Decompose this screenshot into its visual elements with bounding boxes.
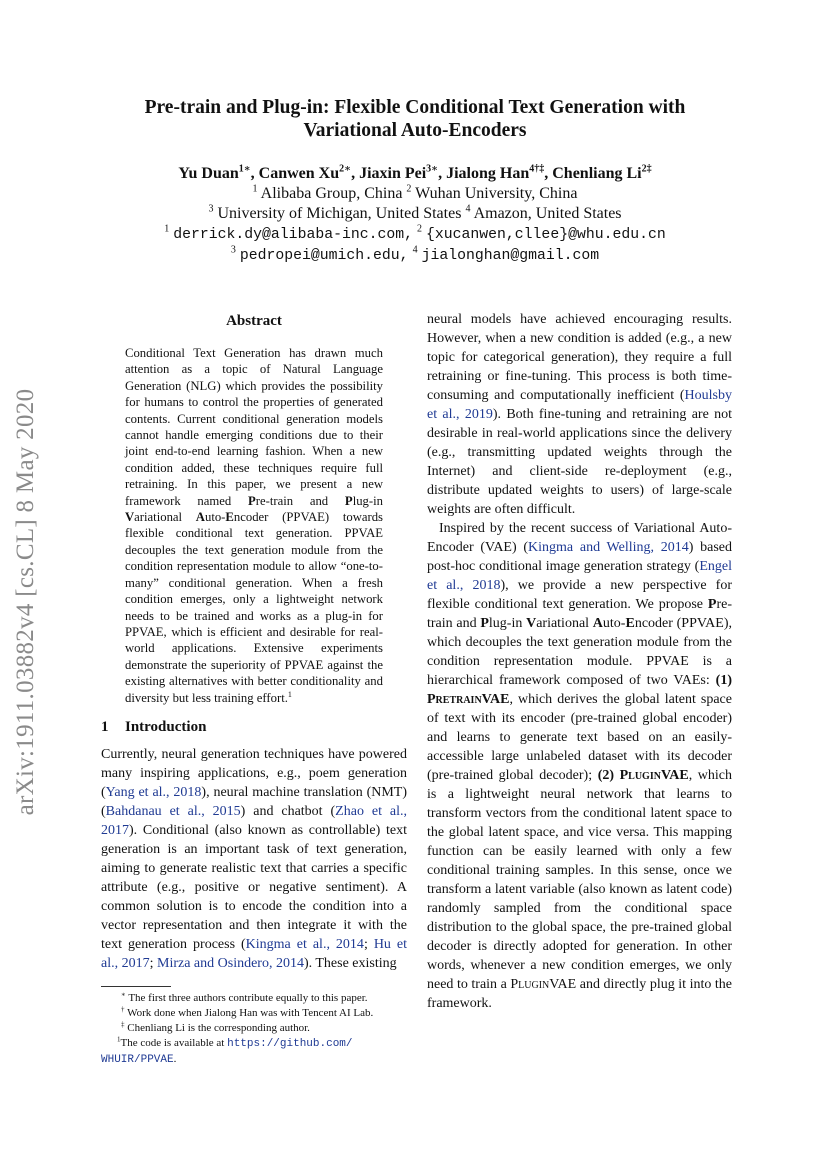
arxiv-identifier-text: arXiv:1911.03882v4 [cs.CL] 8 May 2020 <box>12 388 39 816</box>
author-affiliation-mark: 4†‡ <box>529 163 545 175</box>
author-block <box>100 164 730 266</box>
title-line-2: Variational Auto-Encoders <box>303 120 527 141</box>
citation-link[interactable]: Engel et al., 2018 <box>427 559 732 593</box>
footnote: † Work done when Jialong Han was with Tencent AI Lab. <box>121 1005 374 1019</box>
footnote-mark[interactable]: 1 <box>287 689 292 699</box>
intro-paragraph-1-continued: neural models have achieved encouraging results. However, when a new condition is added (e.g., a new topic for categorical generation), they require a full retraining or fine-tuning. This process is both time-consuming and computationally inefficient (Houlsby et al., 2019). Both fine-tuning and retraining are not desirable in real-world applications since the delivery (e.g., transmitting updated weights through the Internet) and client-side re-deployment (e.g., distribute updated weights to users) of large-scale weights are often difficult. <box>427 312 732 517</box>
affiliation: Alibaba Group, China <box>260 185 403 202</box>
footnote-code-availability: $^1$The code is available at https://github.com/ WHUIR/PPVAE. <box>101 1035 353 1066</box>
intro-paragraph-1: Currently, neural generation techniques have powered many inspiring applications, e.g., poem generation (Yang et al., 2018), neural machine translation (NMT) (Bahdanau et al., 2015) and chatbot (Zhao et al., 2017). Conditional (also known as controllable) text generation is an important task of text generation, aiming to generate realistic text that carries a specific attribute (e.g., positive or negative sentiment). A common solution is to encode the condition into a vector representation and then integrate it with the text generation process (Kingma et al., 2014; Hu et al., 2017; Mirza and Osindero, 2014). These existing <box>101 746 408 971</box>
footnote-divider <box>101 986 171 987</box>
citation-link[interactable]: Mirza and Osindero, 2014 <box>157 955 304 971</box>
citation-link[interactable]: Bahdanau et al., 2015 <box>105 803 241 819</box>
affiliation-mark: 1 <box>252 183 258 195</box>
code-repository-link[interactable]: WHUIR/PPVAE <box>101 1054 174 1066</box>
abstract-body: Conditional Text Generation has drawn much attention as a topic of Natural Language Generation (NLG) which provides the possibility for humans to control the properties of generated contents. Current conditional generation models cannot handle emerging conditions due to their joint end-to-end learning fashion. When a new condition added, these techniques require full retraining. In this paper, we present a new framework named Pre-train and Plug-in Variational Auto-Encoder (PPVAE) towards flexible conditional text generation. PPVAE decouples the text generation module from the condition representation module to allow “one-to-many” conditional generation. When a fresh condition emerges, only a lightweight network needs to be trained and works as a plug-in for PPVAE, which is efficient and desirable for real-world applications. Extensive experiments demonstrate the superiority of PPVAE against the existing alternatives with better conditionality and diversity but less training effort.$^1$ <box>125 346 383 705</box>
email-mark: 4 <box>412 244 418 256</box>
affiliation-line-1 <box>100 184 730 204</box>
affiliation: Amazon, United States <box>473 205 622 222</box>
author-names: Yu Duan$^{1∗}$, Canwen $Xu^{2∗}$, Jiaxin Pei$^{3∗}$, Jialong Han$^{4\dagger\ddagger}$, Chenliang $Li^{2\ddagger}$ <box>178 163 652 182</box>
model-name: PluginVAE <box>510 977 577 992</box>
email-address: {xucanwen,cllee}@whu.edu.cn <box>426 227 666 243</box>
author-name: Chenliang Li <box>552 165 642 182</box>
affiliation: Wuhan University, China <box>415 185 578 202</box>
model-name: PretrainVAE <box>427 692 510 707</box>
email-mark: 1 <box>164 223 170 235</box>
citation-link[interactable]: Hu et al., 2017 <box>101 936 408 971</box>
footnote: ∗ The first three authors contribute equally to this paper. <box>121 990 368 1004</box>
right-column <box>427 310 732 1013</box>
author-name: Yu Duan <box>178 165 239 182</box>
citation-link[interactable]: Kingma et al., 2014 <box>245 936 364 952</box>
email-address: derrick.dy@alibaba-inc.com, <box>173 227 413 243</box>
author-affiliation-mark: 2‡ <box>641 163 652 175</box>
left-column <box>101 310 407 973</box>
affiliation-mark: 3 <box>208 203 214 215</box>
email-line-2 <box>100 245 730 266</box>
affiliation-mark: 2 <box>406 183 412 195</box>
footnotes <box>101 986 407 1068</box>
citation-link[interactable]: Zhao et al., 2017 <box>101 803 407 838</box>
abstract-heading: Abstract <box>226 313 282 329</box>
paper-title <box>120 96 710 142</box>
affiliation: University of Michigan, United States <box>217 205 462 222</box>
citation-link[interactable]: Kingma and Welling, 2014 <box>528 540 689 555</box>
arxiv-identifier-stamp <box>0 362 52 842</box>
email-line-1 <box>100 224 730 245</box>
model-name: PluginVAE <box>619 768 689 783</box>
author-affiliation-mark: 2∗ <box>339 163 352 175</box>
email-address: jialonghan@gmail.com <box>421 248 600 264</box>
code-repository-link[interactable]: https://github.com/ <box>227 1038 353 1050</box>
author-affiliation-mark: 3∗ <box>426 163 439 175</box>
citation-link[interactable]: Yang et al., 2018 <box>105 784 202 800</box>
email-mark: 3 <box>230 244 236 256</box>
affiliation-mark: 4 <box>465 203 471 215</box>
author-name: Jiaxin Pei <box>359 165 427 182</box>
citation-link[interactable]: Houlsby et al., 2019 <box>427 388 732 422</box>
affiliation-line-2 <box>100 204 730 224</box>
section-heading-introduction: 1 Introduction <box>101 718 207 735</box>
author-affiliation-mark: 1∗ <box>238 163 251 175</box>
author-name: Canwen Xu <box>258 165 340 182</box>
intro-paragraph-2: Inspired by the recent success of Variational Auto-Encoder (VAE) (Kingma and Welling, 2014) based post-hoc conditional image generation strategy (Engel et al., 2018), we provide a new perspective for flexible conditional text generation. We propose Pre-train and Plug-in Variational Auto-Encoder (PPVAE), which decouples the text generation module from the condition representation module. PPVAE is a hierarchical framework composed of two VAEs: (1) PretrainVAE, which derives the global latent space of text with its encoder (pre-trained global encoder) and learns to generate text based on an easily-accessible large unlabeled dataset with its decoder (pre-trained global decoder); (2) PluginVAE, which is a lightweight neural network that learns to transform vectors from the conditional latent space to the global latent space, and vice versa. This mapping function can be easily learned with only a few conditional training samples. In this sense, once we transform a latent variable (also known as latent code) randomly sampled from the conditional space distribution to the global space, the pre-trained global decoder is directly adopted for generation. In other words, whenever a new condition emerges, we only need to train a PluginVAE and directly plug it into the framework. <box>427 521 733 1011</box>
author-name: Jialong Han <box>446 165 530 182</box>
footnote: ‡ Chenliang Li is the corresponding author. <box>121 1020 310 1034</box>
email-mark: 2 <box>417 223 422 235</box>
title-line-1: Pre-train and Plug-in: Flexible Conditional Text Generation with <box>144 97 686 118</box>
email-address: pedropei@umich.edu, <box>239 248 409 264</box>
